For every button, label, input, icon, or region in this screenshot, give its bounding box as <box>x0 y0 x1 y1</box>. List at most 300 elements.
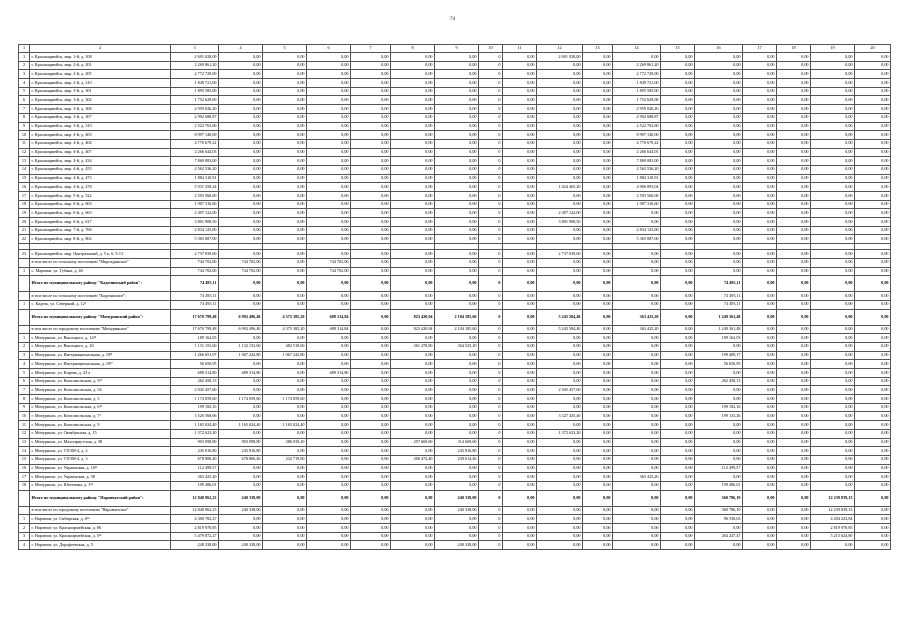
cell-value: 0,00 <box>351 438 391 447</box>
cell-value: 0,00 <box>391 515 435 524</box>
cell-value: 0,00 <box>307 429 351 438</box>
cell-value: 17 670 799,48 <box>171 325 219 334</box>
cell-index: 10 <box>19 131 30 140</box>
cell-value: 18 <box>777 45 811 53</box>
cell-value: 74 495,11 <box>695 300 743 309</box>
cell-value: 0,00 <box>855 79 891 88</box>
cell-value: 0 <box>479 192 503 201</box>
cell-value: 0,00 <box>613 403 661 412</box>
cell-value: 0,00 <box>583 377 613 386</box>
cell-value: 0,00 <box>743 200 777 209</box>
cell-name: в том числе по городскому поселению "Мичуринское" <box>30 325 171 334</box>
cell-value: 1 907 316,60 <box>613 200 661 209</box>
cell-value: 0,00 <box>777 79 811 88</box>
cell-value: 0,00 <box>743 183 777 192</box>
cell-value: 0,00 <box>391 421 435 430</box>
cell-value: 0,00 <box>583 342 613 351</box>
cell-value: 0,00 <box>811 421 855 430</box>
cell-value: 688 314,84 <box>307 309 351 325</box>
cell-value: 0,00 <box>219 412 263 421</box>
cell-value: 0,00 <box>307 532 351 541</box>
cell-value: 0 <box>479 218 503 227</box>
cell-value: 0,00 <box>537 70 583 79</box>
cell-value: 0,00 <box>537 292 583 301</box>
cell-value: 0,00 <box>537 360 583 369</box>
cell-value: 0,00 <box>661 79 695 88</box>
cell-value: 0,00 <box>351 226 391 235</box>
table-row <box>19 386 891 395</box>
cell-value: 0,00 <box>263 61 307 70</box>
cell-value: 0,00 <box>391 524 435 533</box>
cell-value: 0,00 <box>661 386 695 395</box>
cell-value: 0,00 <box>435 61 479 70</box>
cell-value: 0,00 <box>391 218 435 227</box>
cell-value: 0,00 <box>263 139 307 148</box>
cell-value: 1 174 059,60 <box>263 395 307 404</box>
cell-value: 0,00 <box>777 139 811 148</box>
table-row <box>19 157 891 166</box>
cell-value: 0,00 <box>777 105 811 114</box>
cell-value: 0,00 <box>583 267 613 276</box>
cell-value: 0 <box>479 209 503 218</box>
cell-index: 4 <box>19 541 30 550</box>
cell-value: 0,00 <box>351 131 391 140</box>
cell-value: 0,00 <box>661 369 695 378</box>
cell-value: 0,00 <box>503 165 537 174</box>
cell-index: 14 <box>19 165 30 174</box>
cell-value: 0 <box>479 61 503 70</box>
cell-value: 2 772 729,00 <box>171 70 219 79</box>
cell-value: 0,00 <box>855 139 891 148</box>
cell-value: 0,00 <box>435 334 479 343</box>
cell-name: г. Мичуринск, ул. Комсомольская, д. 34 <box>30 386 171 395</box>
cell-value: 0,00 <box>855 309 891 325</box>
cell-value: 0,00 <box>391 131 435 140</box>
cell-value: 0,00 <box>855 541 891 550</box>
cell-value: 0,00 <box>503 532 537 541</box>
cell-index: 15 <box>19 174 30 183</box>
cell-value: 0 <box>479 174 503 183</box>
cell-index: 14 <box>19 447 30 456</box>
cell-value: 264 247,47 <box>695 532 743 541</box>
cell-value: 0,00 <box>583 334 613 343</box>
cell-value: 0,00 <box>743 421 777 430</box>
cell-value: 0,00 <box>743 334 777 343</box>
cell-value: 0,00 <box>351 360 391 369</box>
cell-value: 0 <box>479 250 503 259</box>
cell-value: 0 <box>479 139 503 148</box>
cell-value: 0,00 <box>351 541 391 550</box>
cell-value: 0,00 <box>583 192 613 201</box>
cell-value: 0,00 <box>263 174 307 183</box>
cell-value: 0 <box>479 309 503 325</box>
cell-value: 0,00 <box>435 473 479 482</box>
table-row <box>19 334 891 343</box>
total-row <box>19 309 891 325</box>
cell-value: 240 338,00 <box>171 541 219 550</box>
cell-value: 0,00 <box>435 70 479 79</box>
cell-value: 0,00 <box>661 490 695 506</box>
cell-value: 0,00 <box>391 473 435 482</box>
cell-index: 19 <box>19 209 30 218</box>
cell-value: 0,00 <box>503 276 537 292</box>
cell-value: 0,00 <box>307 79 351 88</box>
cell-value: 0,00 <box>583 258 613 267</box>
cell-index: 1 <box>19 334 30 343</box>
cell-index: 2 <box>19 61 30 70</box>
cell-value: 0,00 <box>351 395 391 404</box>
cell-value: 0,00 <box>263 235 307 244</box>
cell-value: 0,00 <box>855 87 891 96</box>
cell-value: 0,00 <box>263 226 307 235</box>
cell-value: 0,00 <box>583 351 613 360</box>
cell-value: 364 525,20 <box>435 342 479 351</box>
cell-value: 112 499,57 <box>171 464 219 473</box>
cell-value: 0,00 <box>743 429 777 438</box>
cell-value: 0,00 <box>811 183 855 192</box>
cell-value: 245 816,80 <box>219 447 263 456</box>
cell-value: 0 <box>479 200 503 209</box>
cell-value: 2 992 688,87 <box>613 113 661 122</box>
cell-value: 0,00 <box>855 300 891 309</box>
cell-value: 0,00 <box>263 447 307 456</box>
cell-value: 0 <box>479 429 503 438</box>
cell-value: 5 479 872,27 <box>171 532 219 541</box>
cell-value: 0,00 <box>583 300 613 309</box>
cell-value: 0,00 <box>435 429 479 438</box>
cell-value: 0,00 <box>435 131 479 140</box>
cell-value: 2 522 763,60 <box>171 122 219 131</box>
cell-value: 0,00 <box>307 403 351 412</box>
cell-value: 0,00 <box>219 96 263 105</box>
cell-value: 0,00 <box>503 148 537 157</box>
cell-value: 0,00 <box>583 386 613 395</box>
cell-value: 0,00 <box>263 53 307 62</box>
cell-value: 0,00 <box>695 541 743 550</box>
cell-value: 12 239 839,13 <box>811 490 855 506</box>
cell-value: 0,00 <box>391 139 435 148</box>
table-row <box>19 105 891 114</box>
cell-name: г. Красноармейск, мкр. 2-й, д. 205 <box>30 70 171 79</box>
cell-value: 0,00 <box>855 61 891 70</box>
cell-value: 0,00 <box>855 515 891 524</box>
cell-value: 0 <box>479 473 503 482</box>
cell-value: 0,00 <box>351 122 391 131</box>
table-row <box>19 174 891 183</box>
cell-value: 0,00 <box>503 258 537 267</box>
cell-value: 0,00 <box>435 218 479 227</box>
cell-value: 0,00 <box>811 473 855 482</box>
table-row <box>19 200 891 209</box>
cell-value: 0,00 <box>613 334 661 343</box>
cell-value: 0,00 <box>583 421 613 430</box>
cell-value: 1 849 721,00 <box>613 79 661 88</box>
cell-value: 0,00 <box>777 113 811 122</box>
data-table <box>18 44 891 550</box>
cell-value: 0,00 <box>661 165 695 174</box>
cell-name: г. Мичуринск, ул. Интернациональная, д. 10²⁷ <box>30 360 171 369</box>
cell-value: 189 162,03 <box>171 334 219 343</box>
cell-index: 17 <box>19 473 30 482</box>
cell-value: 0,00 <box>307 235 351 244</box>
cell-value: 0,00 <box>263 122 307 131</box>
cell-value: 0,00 <box>695 139 743 148</box>
cell-value: 0,00 <box>695 53 743 62</box>
cell-value: 0 <box>479 421 503 430</box>
cell-name: г. Красноармейск, мкр. 4-й, д. 404 <box>30 139 171 148</box>
cell-value: 0,00 <box>351 258 391 267</box>
cell-value: 0,00 <box>391 61 435 70</box>
cell-value: 0,00 <box>537 61 583 70</box>
cell-value: 0,00 <box>263 377 307 386</box>
cell-index <box>19 309 30 325</box>
cell-value: 0,00 <box>811 131 855 140</box>
cell-value: 0,00 <box>695 524 743 533</box>
cell-value: 314 669,60 <box>435 438 479 447</box>
cell-index: 15 <box>19 455 30 464</box>
table-row <box>19 148 891 157</box>
cell-value: 0,00 <box>219 183 263 192</box>
cell-value: 0,00 <box>435 87 479 96</box>
cell-value: 0,00 <box>695 192 743 201</box>
cell-value: 0,00 <box>661 174 695 183</box>
cell-value: 74 495,11 <box>171 292 219 301</box>
cell-value: 0,00 <box>391 70 435 79</box>
cell-value: 0,00 <box>811 174 855 183</box>
cell-value: 0,00 <box>777 53 811 62</box>
table-row <box>19 541 891 550</box>
cell-value: 0,00 <box>537 481 583 490</box>
cell-value: 2 104 185,60 <box>435 325 479 334</box>
table-row <box>19 481 891 490</box>
cell-value: 0,00 <box>743 174 777 183</box>
cell-value: 0,00 <box>307 464 351 473</box>
cell-value: 0,00 <box>503 87 537 96</box>
cell-value: 0,00 <box>855 473 891 482</box>
cell-value: 0,00 <box>855 351 891 360</box>
cell-value: 74 495,11 <box>695 276 743 292</box>
cell-value: 0,00 <box>391 369 435 378</box>
cell-value: 1 266 651,97 <box>171 351 219 360</box>
cell-value: 0 <box>479 300 503 309</box>
cell-value: 0,00 <box>661 209 695 218</box>
cell-value: 0,00 <box>503 300 537 309</box>
cell-value: 0,00 <box>307 473 351 482</box>
cell-value: 0,00 <box>811 386 855 395</box>
cell-name: г. Красноармейск, мкр. Центральный, д. 5 к. 6, 5-13 <box>30 250 171 259</box>
cell-value: 12 840 962,23 <box>171 490 219 506</box>
cell-value: 0,00 <box>537 506 583 515</box>
cell-index: 4 <box>19 360 30 369</box>
cell-value: 0,00 <box>855 292 891 301</box>
cell-value: 0,00 <box>351 369 391 378</box>
cell-value: 0,00 <box>811 192 855 201</box>
cell-value: 0,00 <box>777 87 811 96</box>
cell-value: 0,00 <box>777 131 811 140</box>
cell-value: 4 770 679,22 <box>171 139 219 148</box>
cell-value: 0,00 <box>503 200 537 209</box>
cell-value: 0,00 <box>743 87 777 96</box>
cell-value: 0,00 <box>537 473 583 482</box>
cell-value: 2 497 122,00 <box>537 209 583 218</box>
cell-value: 0,00 <box>695 61 743 70</box>
cell-value: 386 039,20 <box>263 438 307 447</box>
cell-value: 2 772 729,00 <box>613 70 661 79</box>
table-row <box>19 524 891 533</box>
cell-value: 0,00 <box>695 113 743 122</box>
cell-value: 199 182,16 <box>695 403 743 412</box>
cell-index: 18 <box>19 200 30 209</box>
cell-value: 0,00 <box>855 412 891 421</box>
cell-value: 0,00 <box>811 541 855 550</box>
cell-value: 0 <box>479 386 503 395</box>
cell-value: 0 <box>479 267 503 276</box>
cell-index: 9 <box>19 122 30 131</box>
cell-value: 0,00 <box>777 524 811 533</box>
cell-value: 0,00 <box>661 325 695 334</box>
cell-value: 0,00 <box>855 421 891 430</box>
cell-index: 12 <box>19 429 30 438</box>
cell-value: 0,00 <box>503 309 537 325</box>
cell-value: 1 132 153,60 <box>219 342 263 351</box>
cell-value: 0,00 <box>219 226 263 235</box>
cell-value: 0,00 <box>391 267 435 276</box>
table-row <box>19 165 891 174</box>
cell-value: 0,00 <box>583 292 613 301</box>
cell-value: 0,00 <box>537 96 583 105</box>
cell-value: 0,00 <box>435 532 479 541</box>
cell-value: 0,00 <box>503 386 537 395</box>
cell-value: 823 420,94 <box>391 325 435 334</box>
cell-value: 0,00 <box>263 218 307 227</box>
cell-value: 0,00 <box>777 351 811 360</box>
cell-value: 0,00 <box>661 403 695 412</box>
cell-value: 0,00 <box>743 165 777 174</box>
cell-name: г. Красноармейск, мкр. 6-й, д. 663 <box>30 209 171 218</box>
cell-value: 0,00 <box>811 139 855 148</box>
cell-value: 0,00 <box>537 524 583 533</box>
cell-name: Итого по муниципальному району "Мичуринский район": <box>30 309 171 325</box>
cell-value: 0,00 <box>583 309 613 325</box>
cell-value: 0,00 <box>613 412 661 421</box>
cell-value: 0,00 <box>695 395 743 404</box>
cell-value: 0,00 <box>391 192 435 201</box>
cell-value: 0,00 <box>743 395 777 404</box>
cell-value: 0,00 <box>613 292 661 301</box>
cell-value: 0,00 <box>351 235 391 244</box>
cell-value: 0,00 <box>351 490 391 506</box>
cell-value: 0,00 <box>777 200 811 209</box>
cell-value: 0,00 <box>661 192 695 201</box>
cell-value: 0,00 <box>435 157 479 166</box>
cell-value: 0,00 <box>777 292 811 301</box>
cell-value: 2 593 560,00 <box>613 192 661 201</box>
cell-value: 5 365 087,00 <box>613 235 661 244</box>
cell-value: 0,00 <box>307 342 351 351</box>
cell-value: 0,00 <box>695 258 743 267</box>
cell-value: 0,00 <box>263 250 307 259</box>
cell-value: 0,00 <box>219 157 263 166</box>
cell-value: 5 245 584,40 <box>537 309 583 325</box>
cell-value: 0,00 <box>503 334 537 343</box>
cell-value: 0,00 <box>307 515 351 524</box>
cell-value: 9 <box>435 45 479 53</box>
cell-value: 0,00 <box>811 369 855 378</box>
cell-index: 1 <box>19 53 30 62</box>
cell-value: 0,00 <box>583 105 613 114</box>
cell-value: 1 372 623,20 <box>171 429 219 438</box>
cell-value: 0,00 <box>855 148 891 157</box>
cell-value: 0,00 <box>777 192 811 201</box>
cell-value: 0,00 <box>661 61 695 70</box>
cell-value: 0,00 <box>777 421 811 430</box>
cell-value: 1 372 623,20 <box>537 429 583 438</box>
cell-value: 0,00 <box>263 412 307 421</box>
cell-value: 0,00 <box>537 532 583 541</box>
cell-value: 0,00 <box>263 464 307 473</box>
cell-value: 0,00 <box>811 300 855 309</box>
cell-value: 0,00 <box>537 300 583 309</box>
cell-value: 0,00 <box>743 53 777 62</box>
cell-value: 1 067 242,80 <box>263 351 307 360</box>
cell-value: 0,00 <box>351 334 391 343</box>
cell-value: 0,00 <box>263 334 307 343</box>
cell-value: 0,00 <box>503 218 537 227</box>
cell-value: 0,00 <box>695 157 743 166</box>
cell-value: 689 314,80 <box>171 369 219 378</box>
cell-value: 0,00 <box>503 226 537 235</box>
cell-value: 1 895 585,00 <box>613 87 661 96</box>
cell-value: 0,00 <box>613 532 661 541</box>
cell-value: 0,00 <box>743 309 777 325</box>
cell-value: 0,00 <box>661 429 695 438</box>
cell-value: 8 997 140,00 <box>613 131 661 140</box>
cell-value: 8 997 140,00 <box>171 131 219 140</box>
cell-index: 11 <box>19 139 30 148</box>
cell-value: 19 <box>811 45 855 53</box>
cell-value: 0,00 <box>583 481 613 490</box>
cell-value: 0,00 <box>307 412 351 421</box>
cell-value: 0,00 <box>811 122 855 131</box>
cell-value: 0,00 <box>661 360 695 369</box>
cell-value: 0,00 <box>583 429 613 438</box>
cell-value: 6 <box>307 45 351 53</box>
cell-value: 7 869 083,00 <box>171 157 219 166</box>
cell-index: 17 <box>19 192 30 201</box>
cell-value: 1 907 316,60 <box>171 200 219 209</box>
cell-value: 0 <box>479 351 503 360</box>
header-row <box>19 45 891 53</box>
cell-value: 0,00 <box>351 515 391 524</box>
cell-index: 2 <box>19 342 30 351</box>
cell-value: 0,00 <box>503 292 537 301</box>
cell-name: г. Мичуринск, ул. Малоприутская, д. 38 <box>30 438 171 447</box>
cell-index: 2 <box>19 524 30 533</box>
cell-value: 0,00 <box>613 250 661 259</box>
cell-value: 0,00 <box>661 113 695 122</box>
cell-name: г. Наровчат, ул. Сибирская, д. 6¹² <box>30 515 171 524</box>
cell-value: 0,00 <box>435 250 479 259</box>
cell-value: 0,00 <box>661 200 695 209</box>
cell-value: 0,00 <box>855 464 891 473</box>
cell-value: 0,00 <box>351 309 391 325</box>
cell-value: 0,00 <box>811 113 855 122</box>
cell-value: 0,00 <box>613 506 661 515</box>
cell-value: 0,00 <box>263 70 307 79</box>
cell-value: 1 131 153,60 <box>171 342 219 351</box>
cell-value: 363 425,20 <box>613 473 661 482</box>
cell-value: 2 945 457,60 <box>537 386 583 395</box>
